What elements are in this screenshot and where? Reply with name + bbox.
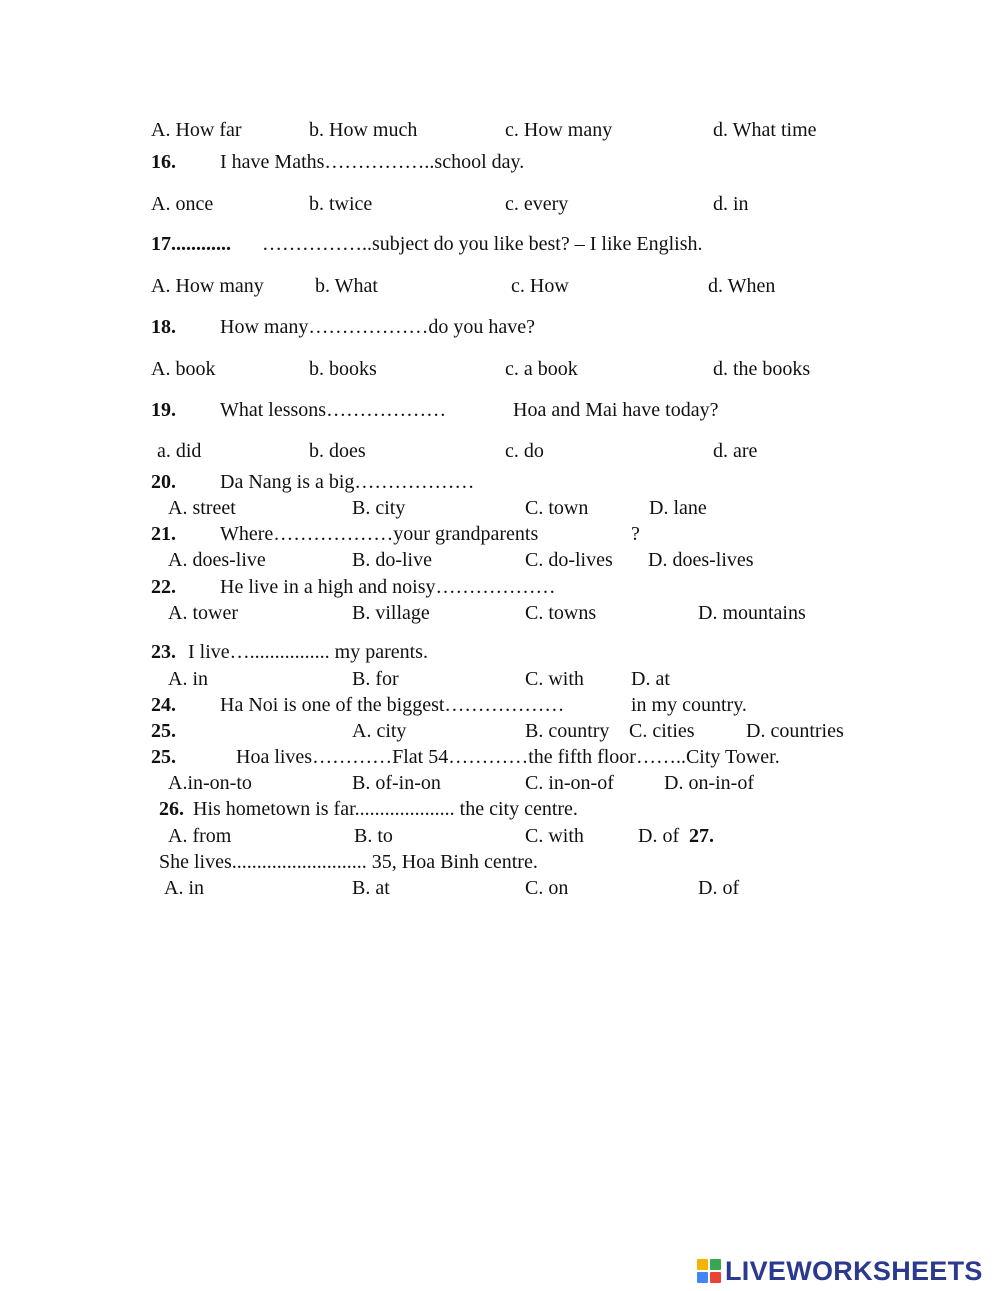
q16-text: I have Maths……………..school day. xyxy=(220,151,525,173)
q25b-option-c[interactable]: C. in-on-of xyxy=(525,772,614,794)
q21-question-mark: ? xyxy=(631,523,640,545)
logo-block-1 xyxy=(697,1259,708,1270)
q25b-option-b[interactable]: B. of-in-on xyxy=(352,772,441,794)
q19-option-a[interactable]: a. did xyxy=(157,440,202,462)
q16-option-d[interactable]: d. in xyxy=(713,193,749,215)
q20-option-d[interactable]: D. lane xyxy=(649,497,707,519)
q22-option-d[interactable]: D. mountains xyxy=(698,602,806,624)
q19-text: What lessons……………… xyxy=(220,399,447,421)
q23-option-c[interactable]: C. with xyxy=(525,668,584,690)
q27-option-a[interactable]: A. in xyxy=(164,877,204,899)
q23-text: I live…................ my parents. xyxy=(188,641,428,663)
q21-option-b[interactable]: B. do-live xyxy=(352,549,432,571)
q18-number: 18. xyxy=(151,316,176,338)
q18-option-a[interactable]: A. book xyxy=(151,358,216,380)
logo-blocks-icon xyxy=(697,1259,721,1283)
q25b-option-a[interactable]: A.in-on-to xyxy=(168,772,252,794)
q17-text: ……………..subject do you like best? – I like English. xyxy=(262,233,703,255)
q26-option-c[interactable]: C. with xyxy=(525,825,584,847)
q19-option-b[interactable]: b. does xyxy=(309,440,366,462)
q22-option-c[interactable]: C. towns xyxy=(525,602,597,624)
logo-block-2 xyxy=(710,1259,721,1270)
q20-option-c[interactable]: C. town xyxy=(525,497,589,519)
q17-number: 17............ xyxy=(151,233,231,255)
q19-number: 19. xyxy=(151,399,176,421)
q20-option-a[interactable]: A. street xyxy=(168,497,236,519)
q25a-number: 25. xyxy=(151,720,176,742)
q17-option-c[interactable]: c. How xyxy=(511,275,569,297)
q19-option-c[interactable]: c. do xyxy=(505,440,544,462)
q18-option-b[interactable]: b. books xyxy=(309,358,377,380)
q21-option-c[interactable]: C. do-lives xyxy=(525,549,613,571)
q21-option-d[interactable]: D. does-lives xyxy=(648,549,754,571)
q18-option-d[interactable]: d. the books xyxy=(713,358,811,380)
q22-number: 22. xyxy=(151,576,176,598)
liveworksheets-logo[interactable] xyxy=(697,1256,983,1286)
q15-option-b[interactable]: b. How much xyxy=(309,119,418,141)
q16-option-c[interactable]: c. every xyxy=(505,193,569,215)
q24-text: Ha Noi is one of the biggest……………… xyxy=(220,694,565,716)
brand-name: LIVEWORKSHEETS xyxy=(725,1255,983,1286)
q22-option-b[interactable]: B. village xyxy=(352,602,430,624)
q15-option-a[interactable]: A. How far xyxy=(151,119,242,141)
q26-option-a[interactable]: A. from xyxy=(168,825,232,847)
q21-text: Where………………your grandparents xyxy=(220,523,539,545)
q26-number: 26. xyxy=(159,798,184,820)
q25a-option-a[interactable]: A. city xyxy=(352,720,407,742)
q15-option-d[interactable]: d. What time xyxy=(713,119,817,141)
q27-option-b[interactable]: B. at xyxy=(352,877,390,899)
q15-option-c[interactable]: c. How many xyxy=(505,119,613,141)
q20-option-b[interactable]: B. city xyxy=(352,497,406,519)
q26-option-d[interactable]: D. of xyxy=(638,825,680,847)
q16-option-a[interactable]: A. once xyxy=(151,193,214,215)
q17-option-b[interactable]: b. What xyxy=(315,275,378,297)
q24-number: 24. xyxy=(151,694,176,716)
q18-option-c[interactable]: c. a book xyxy=(505,358,578,380)
q27-number: 27. xyxy=(689,825,714,847)
q19-option-d[interactable]: d. are xyxy=(713,440,758,462)
q22-text: He live in a high and noisy……………… xyxy=(220,576,556,598)
q16-option-b[interactable]: b. twice xyxy=(309,193,373,215)
q27-text: She lives........................... 35, Hoa Binh centre. xyxy=(159,851,538,873)
q25b-option-d[interactable]: D. on-in-of xyxy=(664,772,754,794)
q25a-option-c[interactable]: C. cities xyxy=(629,720,695,742)
q18-text: How many………………do you have? xyxy=(220,316,535,338)
q26-option-b[interactable]: B. to xyxy=(354,825,393,847)
q25b-text: Hoa lives…………Flat 54…………the fifth floor……..City Tower. xyxy=(236,746,780,768)
q22-option-a[interactable]: A. tower xyxy=(168,602,238,624)
q27-option-c[interactable]: C. on xyxy=(525,877,569,899)
q24-text-end: in my country. xyxy=(631,694,747,716)
q21-option-a[interactable]: A. does-live xyxy=(168,549,266,571)
q16-number: 16. xyxy=(151,151,176,173)
q25a-option-d[interactable]: D. countries xyxy=(746,720,844,742)
q21-number: 21. xyxy=(151,523,176,545)
q26-text: His hometown is far.................... the city centre. xyxy=(193,798,578,820)
q25b-number: 25. xyxy=(151,746,176,768)
q27-option-d[interactable]: D. of xyxy=(698,877,740,899)
q20-text: Da Nang is a big……………… xyxy=(220,471,475,493)
logo-block-4 xyxy=(710,1272,721,1283)
q23-option-a[interactable]: A. in xyxy=(168,668,208,690)
q25a-option-b[interactable]: B. country xyxy=(525,720,610,742)
q19-text-end: Hoa and Mai have today? xyxy=(513,399,719,421)
q20-number: 20. xyxy=(151,471,176,493)
q23-option-d[interactable]: D. at xyxy=(631,668,670,690)
q23-number: 23. xyxy=(151,641,176,663)
logo-block-3 xyxy=(697,1272,708,1283)
q17-option-d[interactable]: d. When xyxy=(708,275,776,297)
q17-option-a[interactable]: A. How many xyxy=(151,275,264,297)
q23-option-b[interactable]: B. for xyxy=(352,668,399,690)
